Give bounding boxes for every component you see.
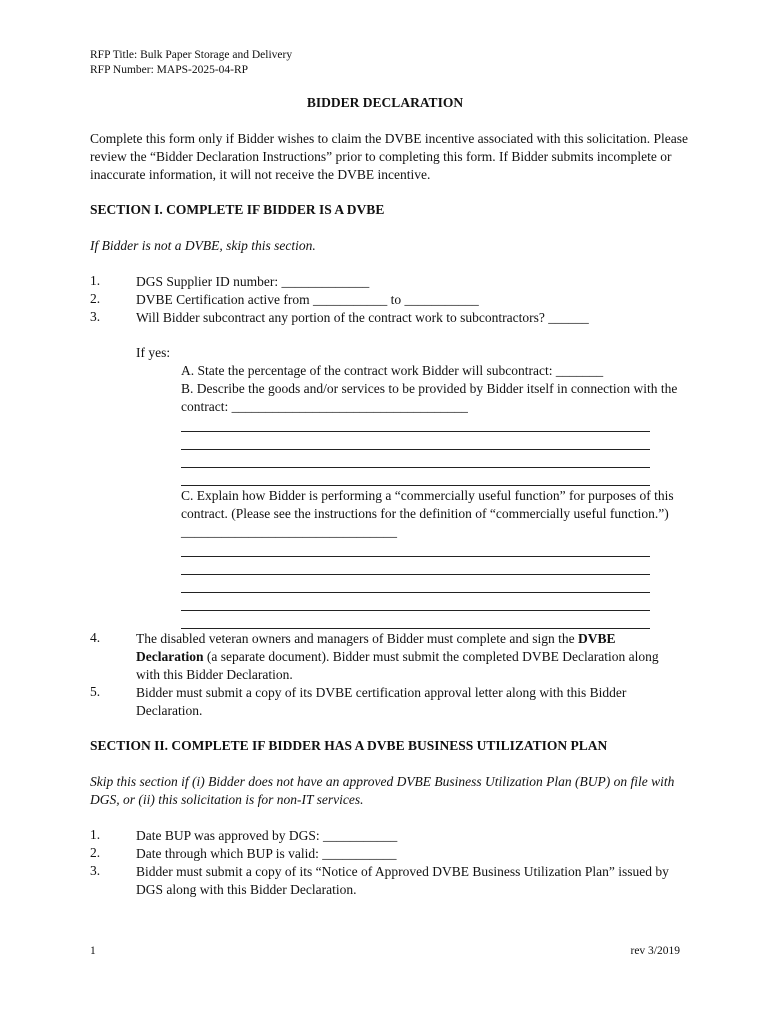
sub-item-a: A. State the percentage of the contract work Bidder will subcontract: _______ — [181, 363, 604, 378]
section-2-skip-note: Skip this section if (i) Bidder does not have an approved DVBE Business Utilization Plan (BUP) on file with DGS, or (ii) this solicitation is for non-IT services. — [90, 774, 675, 807]
s2-item-1-text: Date BUP was approved by DGS: ___________ — [136, 828, 398, 843]
answer-line — [181, 467, 650, 468]
dvbe-declaration-term: DVBE Declaration — [136, 631, 616, 664]
s1-item-3-text: Will Bidder subcontract any portion of the contract work to subcontractors? ______ — [136, 310, 589, 325]
s1-item-4-number: 4. — [90, 630, 101, 645]
s2-item-2-text: Date through which BUP is valid: ___________ — [136, 846, 397, 861]
section-2-heading: SECTION II. COMPLETE IF BIDDER HAS A DVBE BUSINESS UTILIZATION PLAN — [90, 738, 608, 753]
answer-line — [181, 610, 650, 611]
rfp-title: RFP Title: Bulk Paper Storage and Delivery — [90, 49, 293, 61]
page-title: BIDDER DECLARATION — [306, 95, 464, 110]
answer-line — [181, 485, 650, 486]
section-1-skip-note: If Bidder is not a DVBE, skip this section. — [90, 238, 316, 253]
s1-item-2-text: DVBE Certification active from ___________ to ___________ — [136, 292, 479, 307]
s2-item-2-number: 2. — [90, 845, 101, 860]
s2-item-1-number: 1. — [90, 827, 101, 842]
revision-label: rev 3/2019 — [630, 945, 680, 957]
answer-line — [181, 431, 650, 432]
s1-item-1-text: DGS Supplier ID number: _____________ — [136, 274, 370, 289]
if-yes-label: If yes: — [136, 345, 171, 360]
answer-line — [181, 574, 650, 575]
s2-item-3-text: Bidder must submit a copy of its “Notice of Approved DVBE Business Utilization Plan” issued by DGS along with this Bidder Declaration. — [136, 864, 669, 897]
answer-line — [181, 449, 650, 450]
s1-item-1-number: 1. — [90, 273, 101, 288]
sub-item-b: B. Describe the goods and/or services to be provided by Bidder itself in connection with the contract: ___________________________________ — [181, 381, 678, 414]
s1-item-5-number: 5. — [90, 684, 101, 699]
item-4-text-start: The disabled veteran owners and managers of Bidder must complete and sign the — [136, 631, 578, 646]
s1-item-4-text — [136, 630, 681, 684]
answer-line — [181, 556, 650, 557]
sub-item-c: C. Explain how Bidder is performing a “commercially useful function” for purposes of this contract. (Please see the instructions for the definition of “commercially useful function.”) ________________________________ — [181, 488, 674, 539]
section-1-heading: SECTION I. COMPLETE IF BIDDER IS A DVBE — [90, 202, 385, 217]
item-4-text-end: (a separate document). Bidder must submit the completed DVBE Declaration along with this Bidder Declaration. — [136, 649, 659, 682]
answer-line — [181, 592, 650, 593]
s1-item-3-number: 3. — [90, 309, 101, 324]
intro-paragraph: Complete this form only if Bidder wishes to claim the DVBE incentive associated with this solicitation. Please review the “Bidder Declaration Instructions” prior to completing this form. If Bidder submits incomplete or inaccurate information, it will not receive the DVBE incentive. — [90, 131, 689, 182]
rfp-number: RFP Number: MAPS-2025-04-RP — [90, 64, 249, 76]
s1-item-5-text: Bidder must submit a copy of its DVBE certification approval letter along with this Bidder Declaration. — [136, 685, 627, 718]
answer-line — [181, 628, 650, 629]
page-number: 1 — [90, 945, 96, 957]
s1-item-2-number: 2. — [90, 291, 101, 306]
s2-item-3-number: 3. — [90, 863, 101, 878]
